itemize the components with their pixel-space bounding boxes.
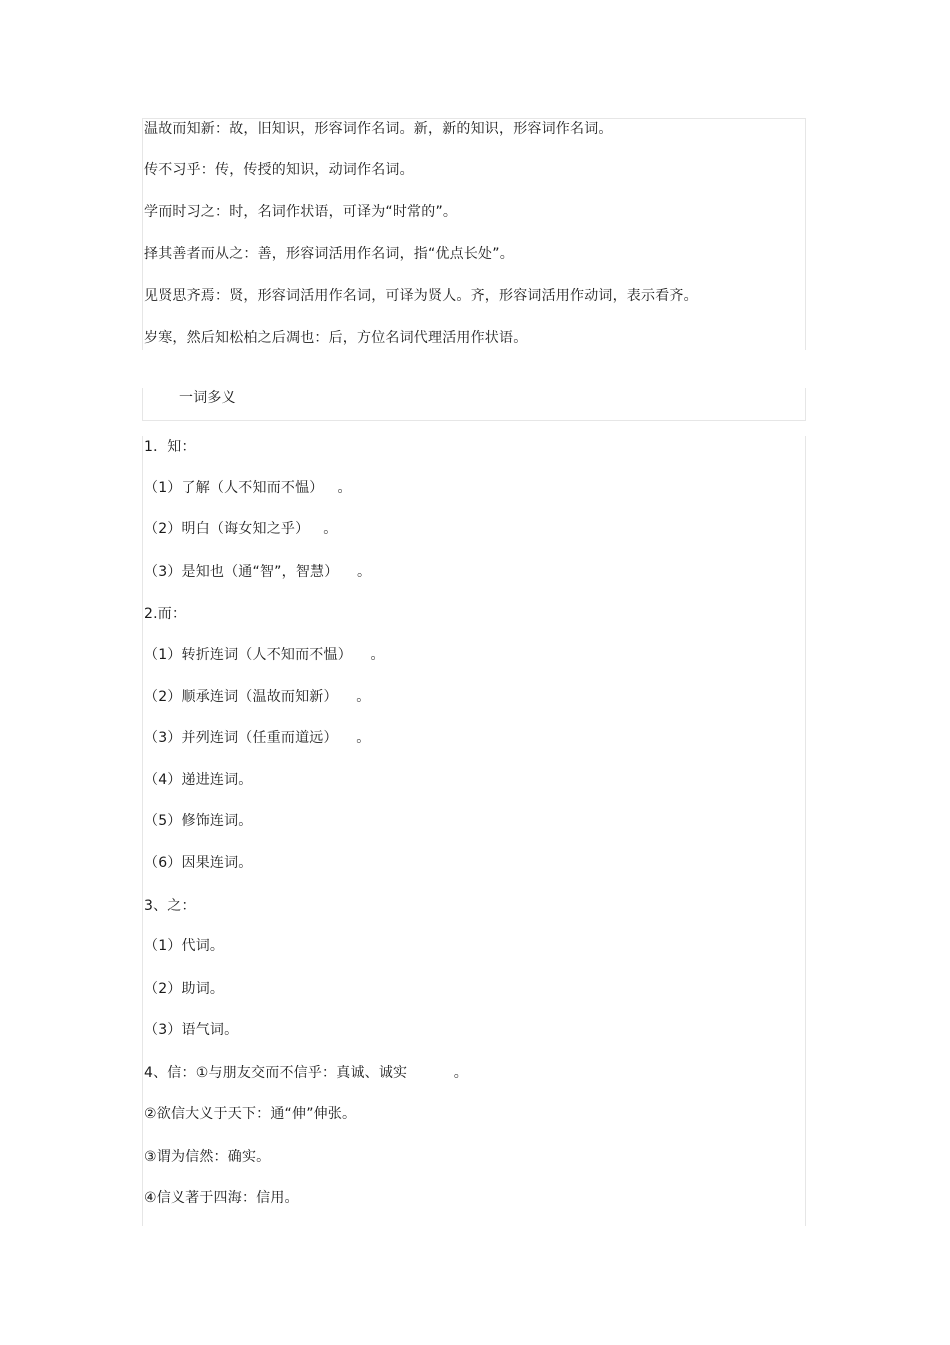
list-item: 2.而： (144, 606, 187, 622)
list-item: （1）了解（人不知而不愠） 。 (144, 480, 352, 496)
text-line: 择其善者而从之：善，形容词活用作名词，指“优点长处”。 (144, 246, 514, 262)
list-item: （2）助词。 (144, 981, 225, 997)
list-item: （1）代词。 (144, 938, 225, 954)
list-item: （1）转折连词（人不知而不愠） 。 (144, 647, 385, 663)
text-line: 岁寒，然后知松柏之后凋也：后，方位名词代理活用作状语。 (144, 330, 528, 346)
list-item: ④信义著于四海：信用。 (144, 1190, 299, 1206)
list-item: （3）语气词。 (144, 1022, 239, 1038)
list-item: （2）明白（诲女知之乎） 。 (144, 521, 338, 537)
list-item: （4）递进连词。 (144, 772, 253, 788)
section-heading: 一词多义 (179, 390, 236, 406)
text-line: 见贤思齐焉：贤，形容词活用作名词，可译为贤人。齐，形容词活用作动词，表示看齐。 (144, 288, 698, 304)
list-item: ③谓为信然：确实。 (144, 1149, 271, 1165)
text-line: 学而时习之：时，名词作状语，可译为“时常的”。 (144, 204, 458, 220)
list-item: 4、信：①与朋友交而不信乎：真诚、诚实 。 (144, 1065, 468, 1081)
list-item: ②欲信大义于天下：通“伸”伸张。 (144, 1106, 357, 1122)
text-line: 传不习乎：传，传授的知识，动词作名词。 (144, 162, 414, 178)
list-item: （3）并列连词（任重而道远） 。 (144, 730, 371, 746)
list-item: （2）顺承连词（温故而知新） 。 (144, 689, 371, 705)
text-line: 温故而知新：故，旧知识，形容词作名词。新，新的知识，形容词作名词。 (144, 121, 613, 137)
list-item: （3）是知也（通“智”，智慧） 。 (144, 564, 372, 580)
section-box-heading (142, 388, 806, 421)
list-item: 3、之： (144, 898, 196, 914)
list-item: （5）修饰连词。 (144, 813, 253, 829)
list-item: （6）因果连词。 (144, 855, 253, 871)
list-item: 1．知： (144, 439, 196, 455)
section-box-word-usage (142, 118, 806, 350)
